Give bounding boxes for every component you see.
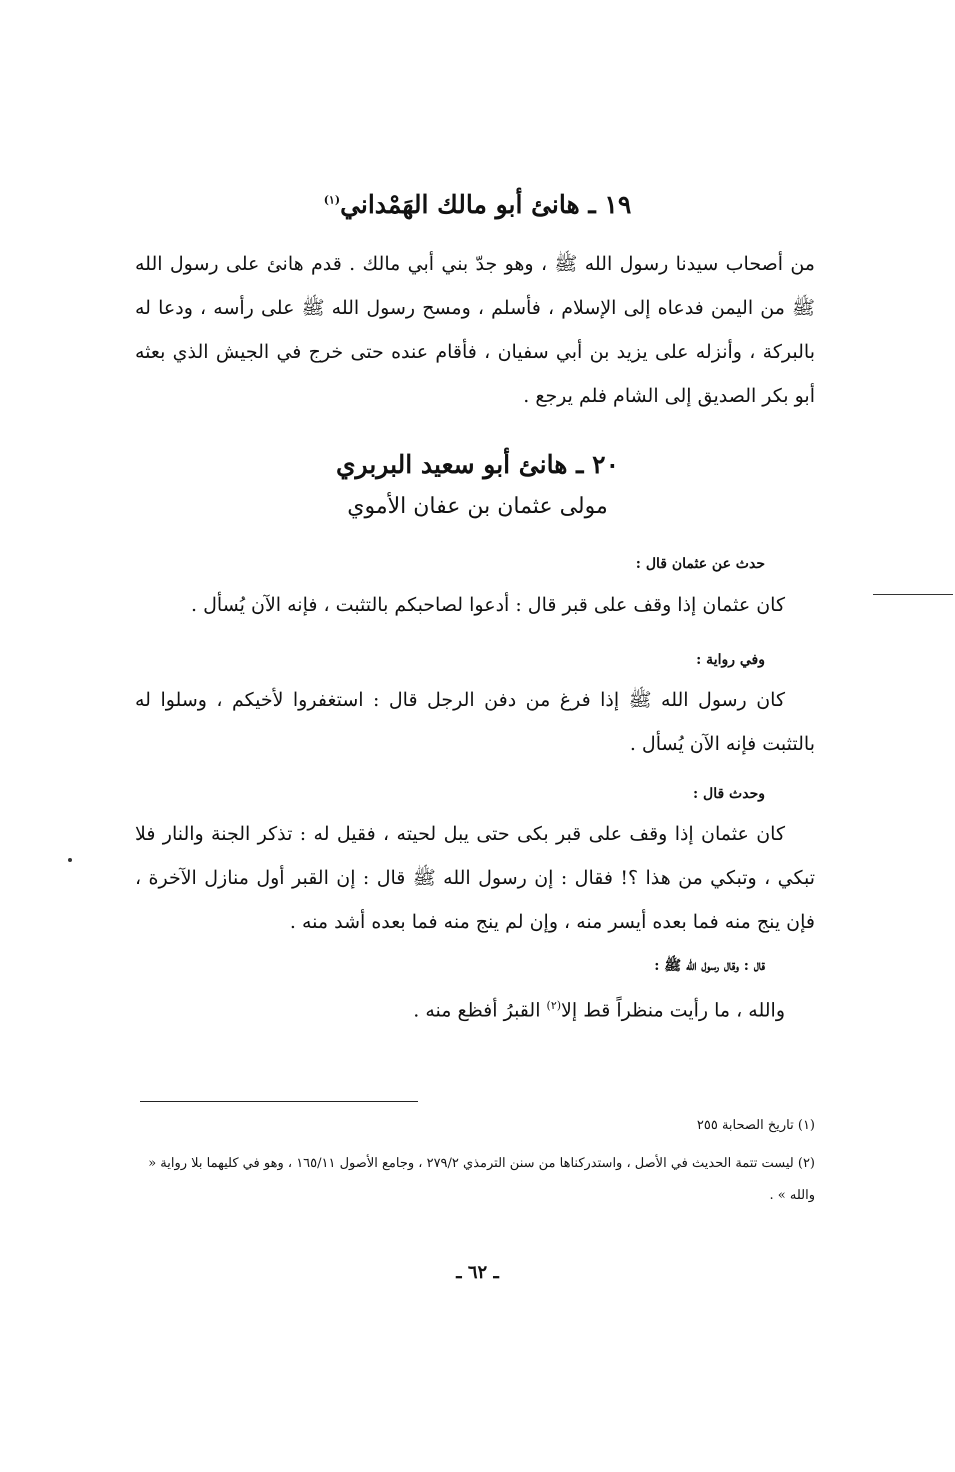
scan-mark-dot [68,858,72,862]
narration-text-4: والله ، ما رأيت منظراً قط إلا$^{(٢)}$ القبرُ أفظع منه . [413,999,785,1022]
narration-label-4: قال : وقال رسول الله ﷺ : [654,958,765,974]
narration-label-1: حدث عن عثمان قال : [635,556,765,572]
narration-text-1: كان عثمان إذا وقف على قبر قال : أدعوا لصاحبكم بالتثبت ، فإنه الآن يُسأل . [191,594,785,616]
footnote-2: (٢) ليست تتمة الحديث في الأصل ، واستدركناها من سنن الترمذي ٢٧٩/٢ ، وجامع الأصول ١٦٥/١١ ، وهو في كليهما بلا رواية « والله » . [148,1156,815,1203]
narration-label-3: وحدث قال : [693,786,765,802]
section-19-body: من أصحاب سيدنا رسول الله ﷺ ، وهو جدّ بني أبي مالك . قدم هانئ على رسول الله ﷺ من اليمن فدعاه إلى الإسلام ، فأسلم ، ومسح رسول الله ﷺ على رأسه ، ودعا له بالبركة ، وأنزله على يزيد بن أبي سفيان ، فأقام عنده حتى خرج في الجيش الذي بعثه أبو بكر الصديق إلى الشام فلم يرجع . [135,253,815,407]
section-20-subtitle: مولى عثمان بن عفان الأموي [347,494,608,519]
section-19-title: ١٩ ـ هانئ أبو مالك الهَمْداني$^{(١)}$ [323,190,632,219]
section-20-title: ٢٠ ـ هانئ أبو سعيد البربري [335,450,619,479]
scan-mark-line [873,594,953,595]
footnote-separator [140,1101,418,1102]
narration-label-2: وفي رواية : [696,652,765,668]
footnote-1: (١) تاريخ الصحابة ٢٥٥ [696,1118,815,1133]
narration-text-3: كان عثمان إذا وقف على قبر بكى حتى يبل لحيته ، فقيل له : تذكر الجنة والنار فلا تبكي ، وتبكي من هذا ؟! فقال : إن رسول الله ﷺ قال : إن القبر أول منازل الآخرة ، فإن ينج منه فما بعده أيسر منه ، وإن لم ينج منه فما بعده أشد منه . [135,823,815,933]
page-number: ـ ٦٢ ـ [456,1262,499,1283]
narration-text-2: كان رسول الله ﷺ إذا فرغ من دفن الرجل قال : استغفروا لأخيكم ، وسلوا له بالتثبت فإنه الآن يُسأل . [135,689,815,755]
